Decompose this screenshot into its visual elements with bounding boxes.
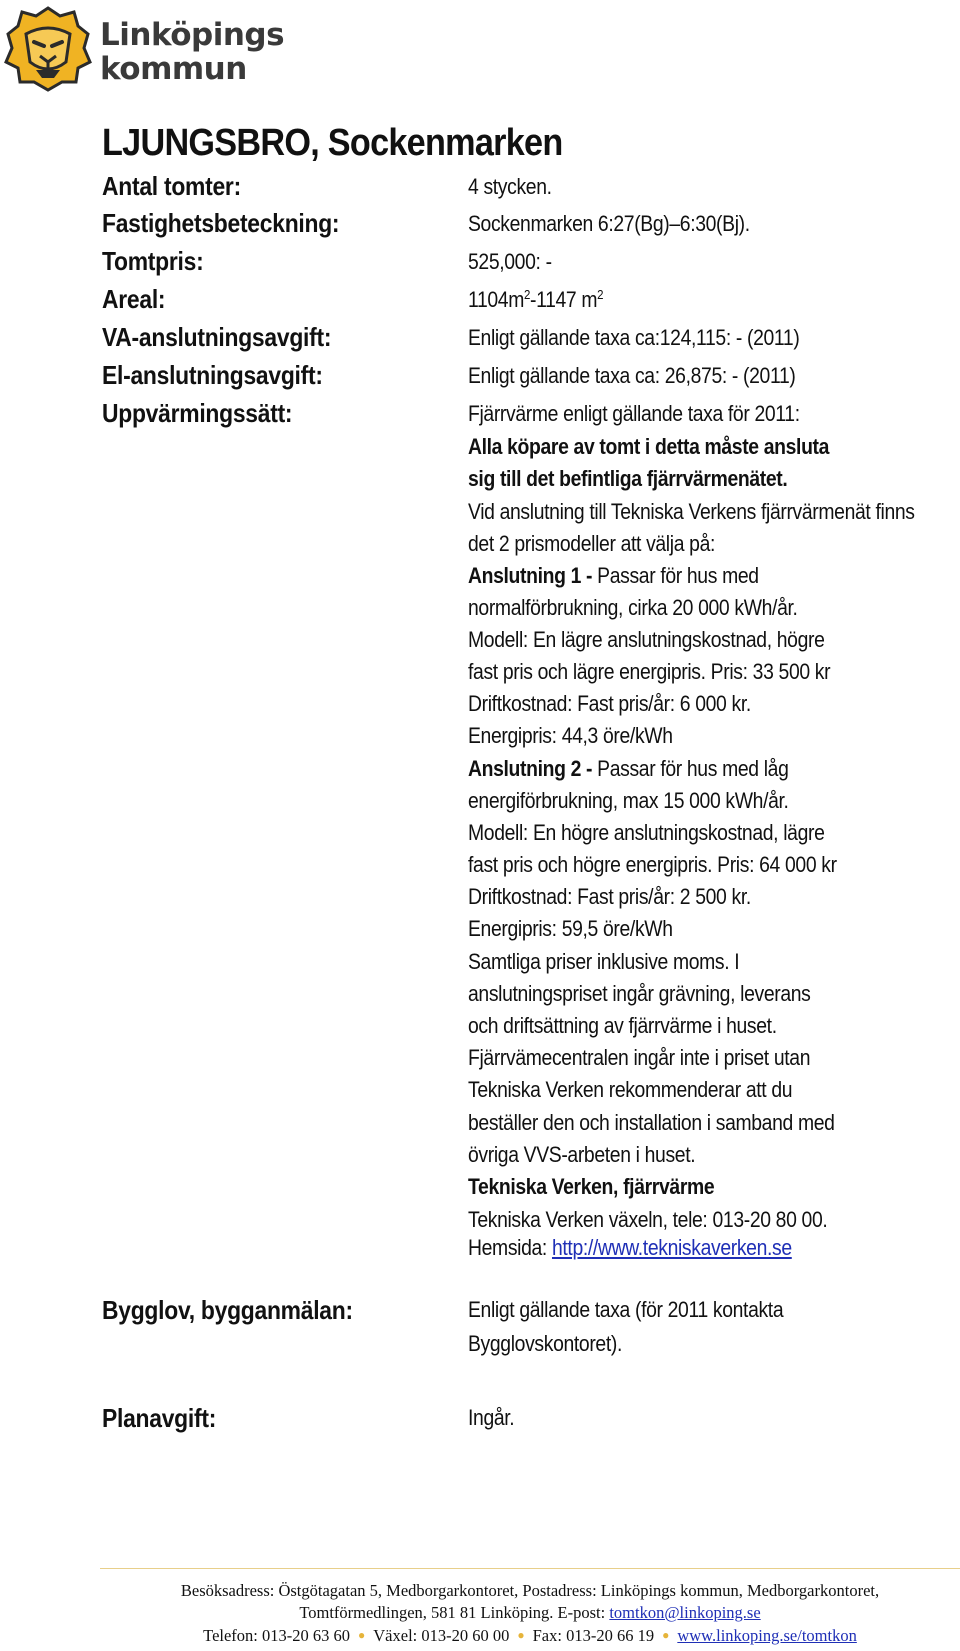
heating-intro-2: det 2 prismodeller att välja på: (468, 531, 716, 556)
anslutning2-line1 (468, 756, 788, 782)
note-line4: Fjärrvämecentralen ingår inte i priset utan (468, 1045, 811, 1070)
footer-switchboard: Växel: 013-20 60 00 (373, 1626, 510, 1645)
footer-divider (100, 1568, 960, 1569)
uppv-value: Fjärrvärme enligt gällande taxa för 2011: (468, 401, 800, 426)
note-line5: Tekniska Verken rekommenderar att du (468, 1077, 793, 1102)
footer-fax: Fax: 013-20 66 19 (532, 1626, 655, 1645)
tekniska-verken-web (468, 1235, 792, 1261)
bullet-icon: ● (517, 1628, 525, 1642)
note-line1: Samtliga priser inklusive moms. I (468, 949, 740, 974)
note-line2: anslutningspriset ingår grävning, leverans (468, 981, 811, 1006)
note-line3: och driftsättning av fjärrvärme i huset. (468, 1013, 777, 1038)
areal-label: Areal: (102, 284, 166, 314)
logo-line1: Linköpings (100, 17, 285, 53)
anslutning1-head: Anslutning 1 - (468, 563, 593, 588)
anslutning1-line3: Modell: En lägre anslutningskostnad, högre (468, 627, 825, 652)
el-value: Enligt gällande taxa ca: 26,875: - (2011) (468, 363, 796, 388)
tomtpris-value: 525,000: - (468, 249, 552, 274)
tekniska-verken-heading: Tekniska Verken, fjärrvärme (468, 1174, 715, 1199)
page-title: LJUNGSBRO, Sockenmarken (102, 122, 563, 164)
anslutning2-head: Anslutning 2 - (468, 756, 593, 781)
footer-address-1: Besöksadress: Östgötagatan 5, Medborgarkontoret, Postadress: Linköpings kommun, Medborgarkontoret, (180, 1581, 880, 1600)
fastighet-value: Sockenmarken 6:27(Bg)–6:30(Bj). (468, 211, 750, 236)
anslutning2-line6: Energipris: 59,5 öre/kWh (468, 916, 673, 941)
anslutning2-line3: Modell: En högre anslutningskostnad, lägre (468, 820, 825, 845)
tomtpris-label: Tomtpris: (102, 246, 204, 276)
footer-web-link[interactable]: www.linkoping.se/tomtkon (677, 1626, 857, 1645)
anslutning1-line2: normalförbrukning, cirka 20 000 kWh/år. (468, 595, 798, 620)
uppv-label: Uppvärmingssätt: (102, 398, 293, 428)
heating-bold-1: Alla köpare av tomt i detta måste ansluta (468, 434, 830, 459)
heating-intro-1: Vid anslutning till Tekniska Verkens fjärrvärmenät finns (468, 499, 915, 524)
note-line6: beställer den och installation i samband med (468, 1110, 835, 1135)
note-line7: övriga VVS-arbeten i huset. (468, 1142, 696, 1167)
bullet-icon: ● (358, 1628, 366, 1642)
bygglov-line1: Enligt gällande taxa (för 2011 kontakta (468, 1297, 784, 1322)
anslutning1-line4: fast pris och lägre energipris. Pris: 33 500 kr (468, 659, 831, 684)
heating-bold-2: sig till det befintliga fjärrvärmenätet. (468, 466, 788, 491)
footer-contacts (100, 1626, 960, 1646)
va-label: VA-anslutningsavgift: (102, 322, 332, 352)
anslutning2-text: Passar för hus med låg (592, 756, 789, 781)
tekniskaverken-link[interactable]: http://www.tekniskaverken.se (551, 1235, 792, 1260)
tekniska-verken-phone: Tekniska Verken växeln, tele: 013-20 80 00. (468, 1207, 828, 1232)
anslutning1-line1 (468, 563, 759, 589)
fastighet-label: Fastighetsbeteckning: (102, 208, 340, 238)
plan-label: Planavgift: (102, 1403, 217, 1433)
plan-value: Ingår. (468, 1405, 515, 1430)
bygglov-label: Bygglov, bygganmälan: (102, 1295, 353, 1325)
areal-sup1: 2 (524, 287, 531, 302)
anslutning2-line4: fast pris och högre energipris. Pris: 64 000 kr (468, 852, 837, 877)
bullet-icon: ● (662, 1628, 670, 1642)
footer-address-2 (100, 1603, 960, 1623)
footer-email-link[interactable]: tomtkon@linkoping.se (609, 1603, 761, 1622)
logo-wordmark (100, 18, 284, 86)
anslutning1-text: Passar för hus med (592, 563, 759, 588)
lion-emblem-icon (4, 4, 92, 92)
antal-label: Antal tomter: (102, 171, 241, 201)
linkoping-logo (4, 4, 304, 96)
footer-address-text: Tomtförmedlingen, 581 81 Linköping. E-post: (299, 1603, 610, 1622)
areal-part1: 1104m (468, 287, 525, 312)
anslutning2-line2: energiförbrukning, max 15 000 kWh/år. (468, 788, 789, 813)
footer-phone: Telefon: 013-20 63 60 (203, 1626, 350, 1645)
anslutning1-line5: Driftkostnad: Fast pris/år: 6 000 kr. (468, 691, 751, 716)
antal-value: 4 stycken. (468, 174, 552, 199)
va-value: Enligt gällande taxa ca:124,115: - (2011) (468, 325, 800, 350)
areal-sup2: 2 (597, 287, 604, 302)
web-label: Hemsida: (468, 1235, 552, 1260)
el-label: El-anslutningsavgift: (102, 360, 323, 390)
logo-line2: kommun (100, 51, 247, 87)
anslutning2-line5: Driftkostnad: Fast pris/år: 2 500 kr. (468, 884, 751, 909)
areal-value (468, 287, 603, 313)
areal-part2: -1147 m (530, 287, 598, 312)
anslutning1-line6: Energipris: 44,3 öre/kWh (468, 723, 673, 748)
bygglov-line2: Bygglovskontoret). (468, 1331, 622, 1356)
